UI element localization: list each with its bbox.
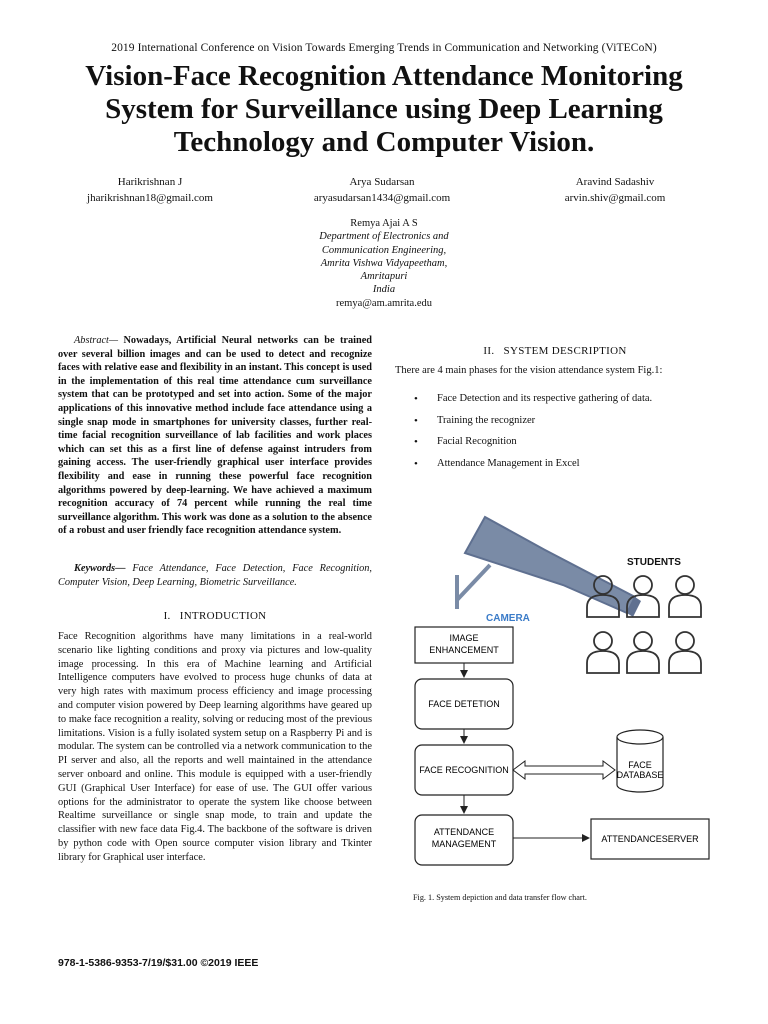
phase-item: • Attendance Management in Excel — [412, 457, 652, 479]
student-icon — [587, 632, 619, 673]
author-block — [515, 174, 715, 206]
phase-item: • Facial Recognition — [412, 435, 652, 457]
bidirectional-arrow — [513, 761, 615, 779]
abstract-text: Nowadays, Artificial Neural networks can be trained over several billion images and can be used to detect and recognize faces with relative ease and flexibility in an instant. This concept is used in the implementation of this real time attendance cum surveillance system that can be prototyped and set into action. Some of the major applications of this innovative method include face attendance using a single snap mode in smartphones for university classes, further real-time facial recognition surveillance of lab facilities and work places which can set this as a first line of defense against intruders from gaining access. The user-friendly graphical user interface provides flexibility and ease in running these powerful face recognition algorithms powered by deep-learning. We have achieved a maximum recognition accuracy of 74 percent while running the real time surveillance algorithm. This work was done as a solution to the absence of a robust and user friendly face recognition attendance system. — [58, 335, 372, 537]
affiliation-line: Department of Electronics and — [319, 231, 449, 243]
attendance-management-label: ATTENDANCE — [433, 827, 495, 837]
author-email: aryasudarsan1434@gmail.com — [313, 192, 451, 204]
image-enhancement-label: IMAGE — [449, 633, 479, 643]
copyright-footer: 978-1-5386-9353-7/19/$31.00 ©2019 IEEE — [58, 957, 259, 969]
camera-icon — [457, 517, 641, 617]
abstract — [58, 334, 372, 538]
phase-item: • Face Detection and its respective gathering of data. — [412, 392, 652, 414]
phase-list — [412, 392, 652, 478]
attendance-server-label: ATTENDANCESERVER — [601, 834, 699, 844]
author-email: jharikrishnan18@gmail.com — [87, 192, 213, 204]
title-line: System for Surveillance using Deep Learning — [105, 93, 663, 125]
camera-body — [465, 517, 635, 613]
student-icon — [669, 576, 701, 617]
keywords — [58, 562, 372, 589]
face-detection-label: FACE DETETION — [428, 699, 500, 709]
author-block — [50, 174, 250, 206]
attendance-management-label: MANAGEMENT — [431, 839, 497, 849]
author-name: Aravind Sadashiv — [575, 176, 655, 188]
abstract-lead: Abstract— — [74, 335, 119, 346]
author-block-remya — [284, 217, 484, 310]
student-icon — [669, 632, 701, 673]
system-flow-figure — [395, 505, 725, 870]
figure-caption: Fig. 1. System depiction and data transfer flow chart. — [413, 893, 587, 902]
camera-label: CAMERA — [486, 613, 530, 624]
image-enhancement-label: ENHANCEMENT — [429, 645, 499, 655]
face-database-label: FACE — [628, 760, 652, 770]
students-label: STUDENTS — [627, 557, 681, 568]
phase-item: • Training the recognizer — [412, 414, 652, 436]
author-block — [282, 174, 482, 206]
paper-title — [20, 60, 748, 159]
affiliation-line: India — [372, 284, 396, 296]
author-name: Harikrishnan J — [117, 176, 183, 188]
author-email: arvin.shiv@gmail.com — [564, 192, 666, 204]
affiliation-line: Amrita Vishwa Vidyapeetham, — [320, 257, 448, 269]
affiliation-line: Amritapuri — [360, 271, 408, 283]
title-line: Technology and Computer Vision. — [173, 126, 595, 158]
section-heading-system-description: II. SYSTEM DESCRIPTION — [483, 345, 627, 357]
face-recognition-label: FACE RECOGNITION — [419, 765, 509, 775]
camera-arm — [457, 565, 490, 600]
author-email: remya@am.amrita.edu — [336, 297, 432, 309]
face-database-label: DATABASE — [616, 770, 664, 780]
introduction-text: Face Recognition algorithms have many limitations in a real-world scenario like lighting conditions and proxy via pictures and low-quality image processing. In this era of Machine learning and Artificial Intelligence computers have evolved to process huge chunks of data at very high rates with maximum process efficiency and image processing and computer vision powered by Deep learning algorithms have geared up to make face recognition a reality, solving or reducing most of the previous limitations. Vision is a fully isolated system setup on a Raspberry Pi and is modular. The system can be controlled via a network communication to the PI server and also, all the reports and well maintained in the attendance server onboard and online. This module is equipped with a user-friendly GUI (Graphical User Interface) for ease of use. The GUI offer various options for the administrator to operate the system like choose between Realtime surveillance or single snap mode, to train and update the classifier with new face data Fig.4. The backbone of the software is driven by python code with Open source computer vision library and Tkinter library for Graphical user interface. — [58, 631, 372, 863]
title-line: Vision-Face Recognition Attendance Monitoring — [85, 60, 683, 92]
conference-header: 2019 International Conference on Vision Towards Emerging Trends in Communication and Networking (ViTECoN) — [111, 42, 657, 54]
author-name: Remya Ajai A S — [350, 218, 418, 229]
keywords-text: Face Attendance, Face Detection, Face Recognition, Computer Vision, Deep Learning, Biometric Surveillance. — [58, 563, 372, 588]
section-heading-introduction: I. INTRODUCTION — [163, 610, 267, 622]
affiliation-line: Communication Engineering, — [321, 244, 447, 256]
keywords-lead: Keywords— — [74, 563, 126, 574]
student-icon — [627, 632, 659, 673]
system-description-intro: There are 4 main phases for the vision attendance system Fig.1: — [395, 365, 663, 376]
author-name: Arya Sudarsan — [349, 176, 415, 188]
